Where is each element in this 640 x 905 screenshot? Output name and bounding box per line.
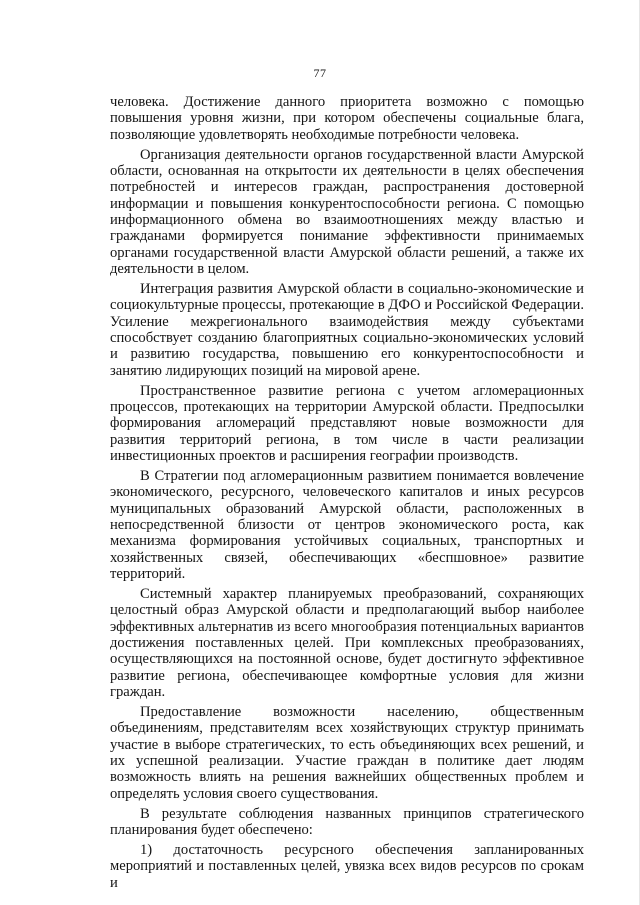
paragraph-result-intro: В результате соблюдения названных принципов стратегического планирования будет обеспечено: (110, 805, 584, 838)
body-text (110, 94, 584, 895)
paragraph-spatial-development: Пространственное развитие региона с учетом агломерационных процессов, протекающих на территории Амурской области. Предпосылки формирования агломераций представляют новые возможности для развития территорий региона, в том числе в части реализации инвестиционных проектов и расширения географии производств. (110, 382, 584, 464)
paragraph-agglomeration: В Стратегии под агломерационным развитием понимается вовлечение экономического, ресурсного, человеческого капиталов и иных ресурсов муниципальных образований Амурской области, расположенных в непосредственной близости от центров экономического роста, как механизма формирования устойчивых социальных, транспортных и хозяйственных связей, обеспечивающих «беспшовное» развитие территорий. (110, 467, 584, 582)
paragraph-continuation: человека. Достижение данного приоритета возможно с помощью повышения уровня жизни, при котором обеспечены социальные блага, позволяющие удовлетворять необходимые потребности человека. (110, 94, 584, 143)
list-item-1: 1) достаточность ресурсного обеспечения запланированных мероприятий и поставленных целей, увязка всех видов ресурсов по срокам и (110, 841, 584, 891)
page-number: 77 (313, 66, 327, 80)
paragraph-participation: Предоставление возможности населению, общественным объединениям, представителям всех хозяйствующих структур принимать участие в выборе стратегических, то есть объединяющих всех решений, и их успешной реализации. Участие граждан в политике дает людям возможность влиять на решения важнейших общественных проблем и определять условия своего существования. (110, 703, 584, 802)
paragraph-openness: Организация деятельности органов государственной власти Амурской области, основанная на открытости их деятельности в целях обеспечения потребностей и интересов граждан, распространения достоверной информации и повышения конкурентоспособности региона. С помощью информационного обмена во взаимоотношениях между властью и гражданами формируется понимание эффективности принимаемых органами государственной власти Амурской области решений, а также их деятельности в целом. (110, 146, 584, 278)
paragraph-integration: Интеграция развития Амурской области в социально-экономические и социокультурные процессы, протекающие в ДФО и Российской Федерации. Усиление межрегионального взаимодействия между субъектами способствует созданию благоприятных социально-экономических условий и развитию государства, повышению его конкурентоспособности и занятию лидирующих позиций на мировой арене. (110, 280, 584, 379)
paragraph-systemic-character: Системный характер планируемых преобразований, сохраняющих целостный образ Амурской области и предполагающий выбор наиболее эффективных альтернатив из всего многообразия потенциальных вариантов достижения поставленных целей. При комплексных преобразованиях, осуществляющихся на постоянной основе, будет достигнуто эффективное развитие региона, обеспечивающее комфортные условия для жизни граждан. (110, 585, 584, 700)
